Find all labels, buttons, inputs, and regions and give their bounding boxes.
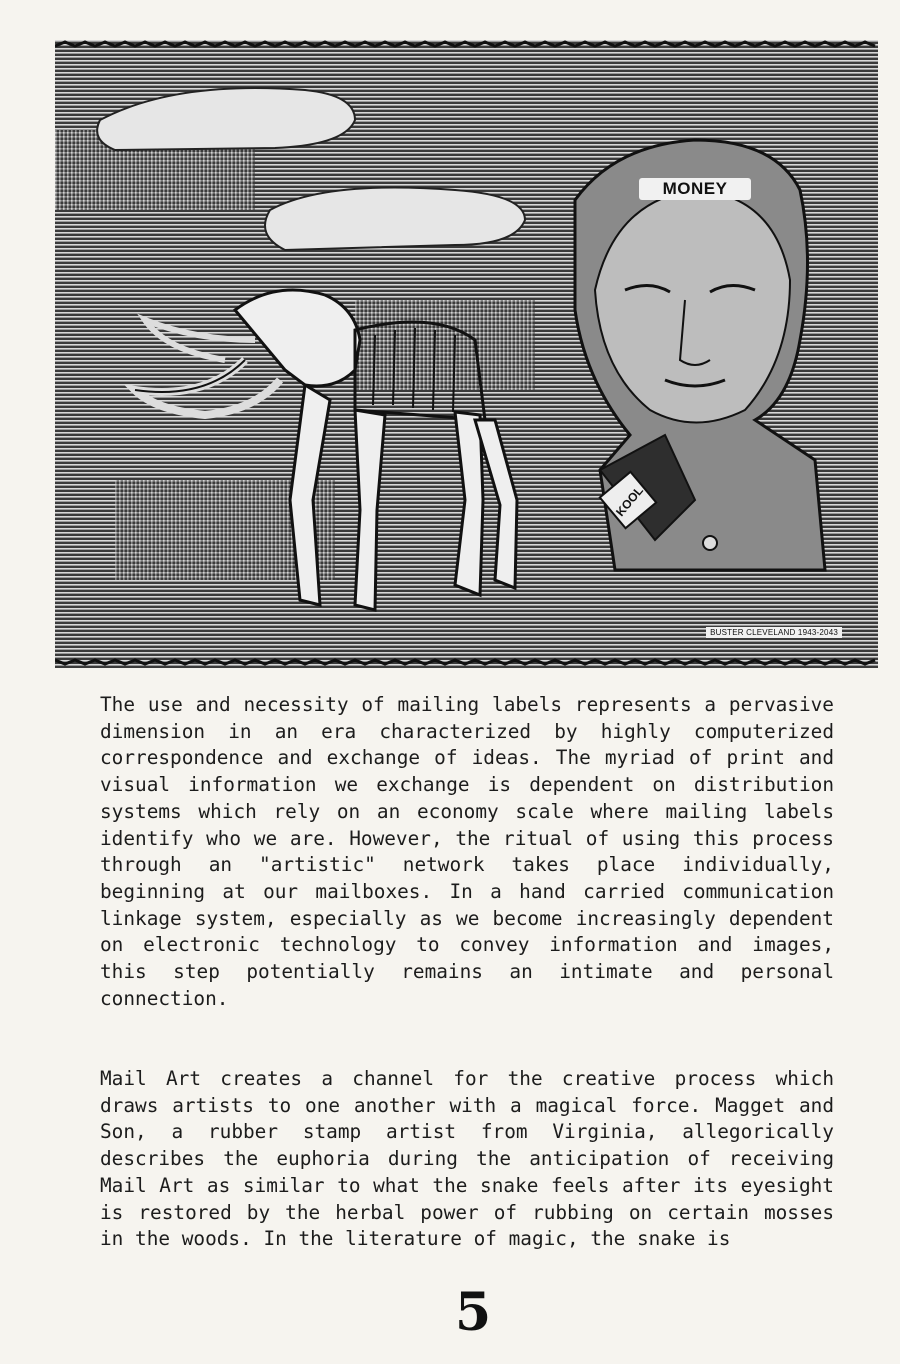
paragraph-2	[100, 1066, 834, 1253]
page-number: 5	[455, 1282, 492, 1343]
paragraph-1	[100, 692, 834, 1012]
collage-artwork	[55, 40, 878, 668]
paragraph-2-text: Mail Art creates a channel for the creative process which draws artists to one another with a magical force. Magget and Son, a rubber stamp artist from Virginia, allegorically describes the euphoria during the anticipation of receiving Mail Art as similar to what the snake feels after its eyesight is restored by the herbal power of rubbing on certain mosses in the woods. In the literature of magic, the snake is	[100, 1067, 834, 1251]
money-label: MONEY	[639, 178, 751, 200]
cloud-shape-2	[265, 188, 525, 251]
paragraph-1-text: The use and necessity of mailing labels represents a pervasive dimension in an era characterized by highly computerized correspondence and exchange of ideas. The myriad of print and visual information we exchange is dependent on distribution systems which rely on an economy scale where mailing labels identify who we are. However, the ritual of using this process through an "artistic" network takes place individually, beginning at our mailboxes. In a hand carried communication linkage system, especially as we become increasingly dependent on electronic technology to convey information and images, this step potentially remains an intimate and personal connection.	[100, 693, 834, 1010]
portrait-figure	[575, 140, 825, 570]
collage-svg	[55, 40, 878, 668]
artist-credit: BUSTER CLEVELAND 1943-2043	[706, 627, 842, 638]
collar-label: KOOL	[613, 483, 647, 520]
